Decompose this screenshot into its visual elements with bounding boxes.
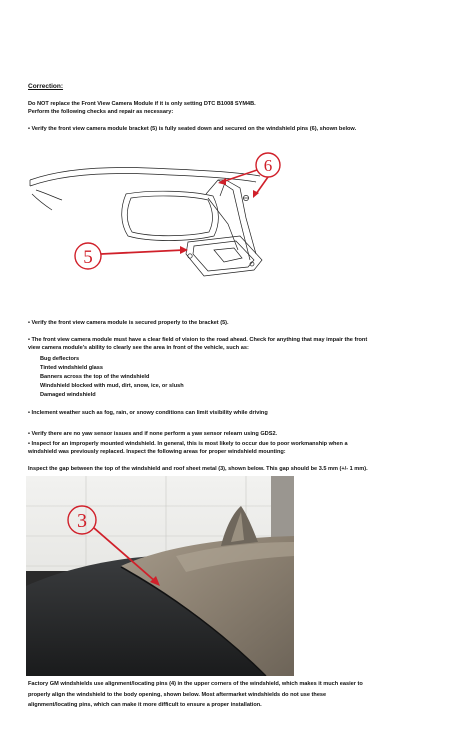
bullet-windshield-mount-1: • Inspect for an improperly mounted windshield. In general, this is most likely to occur due to poor workmanship when a — [28, 441, 348, 447]
callout-3-label: 3 — [77, 510, 87, 532]
callout-6-arrow-right — [256, 177, 268, 194]
bullet-windshield-mount-2: windshield was previously replaced. Inspect the following areas for proper windshield mounting: — [28, 449, 286, 455]
condition-item: Banners across the top of the windshield — [40, 374, 150, 380]
gap-inspection-text: Inspect the gap between the top of the windshield and roof sheet metal (3), shown below. This gap should be 3.5 mm (+/- 1 mm). — [28, 466, 368, 472]
condition-item: Bug deflectors — [40, 356, 80, 362]
condition-item: Windshield blocked with mud, dirt, snow, ice, or slush — [40, 383, 184, 389]
closing-line-3: alignment/locating pins, which can make it more difficult to ensure a proper installation. — [28, 702, 262, 708]
callout-6-label: 6 — [263, 156, 273, 175]
bullet-field-of-vision-2: view camera module's ability to clearly see the area in front of the vehicle, such as: — [28, 345, 249, 351]
condition-item: Tinted windshield glass — [40, 365, 103, 371]
callout-6-arrow-left — [222, 170, 257, 182]
roof-gap-photo — [26, 476, 294, 676]
bullet-module-secured: • Verify the front view camera module is secured properly to the bracket (5). — [28, 320, 229, 326]
bullet-bracket-seated: • Verify the front view camera module bracket (5) is fully seated down and secured on the windshield pins (6), shown below. — [28, 126, 357, 132]
intro-line-1: Do NOT replace the Front View Camera Module if it is only setting DTC B1008 SYM4B. — [28, 101, 256, 107]
bullet-weather: • Inclement weather such as fog, rain, or snowy conditions can limit visibility while driving — [28, 410, 268, 416]
callout-5-label: 5 — [83, 247, 93, 268]
bullet-yaw-sensor: • Verify there are no yaw sensor issues and if none perform a yaw sensor relearn using GDS2. — [28, 431, 278, 437]
correction-heading: Correction: — [28, 83, 64, 90]
bullet-field-of-vision-1: • The front view camera module must have a clear field of vision to the road ahead. Check for anything that may impair the front — [28, 337, 368, 343]
closing-line-1: Factory GM windshields use alignment/locating pins (4) in the upper corners of the windshield, which makes it much easier to — [28, 681, 363, 687]
closing-line-2: properly align the windshield to the body opening, shown below. Most aftermarket windshields do not use these — [28, 692, 327, 698]
camera-bracket-illustration — [28, 150, 290, 280]
condition-item: Damaged windshield — [40, 392, 96, 398]
callout-5-arrow — [101, 250, 184, 254]
intro-line-2: Perform the following checks and repair as necessary: — [28, 109, 174, 115]
